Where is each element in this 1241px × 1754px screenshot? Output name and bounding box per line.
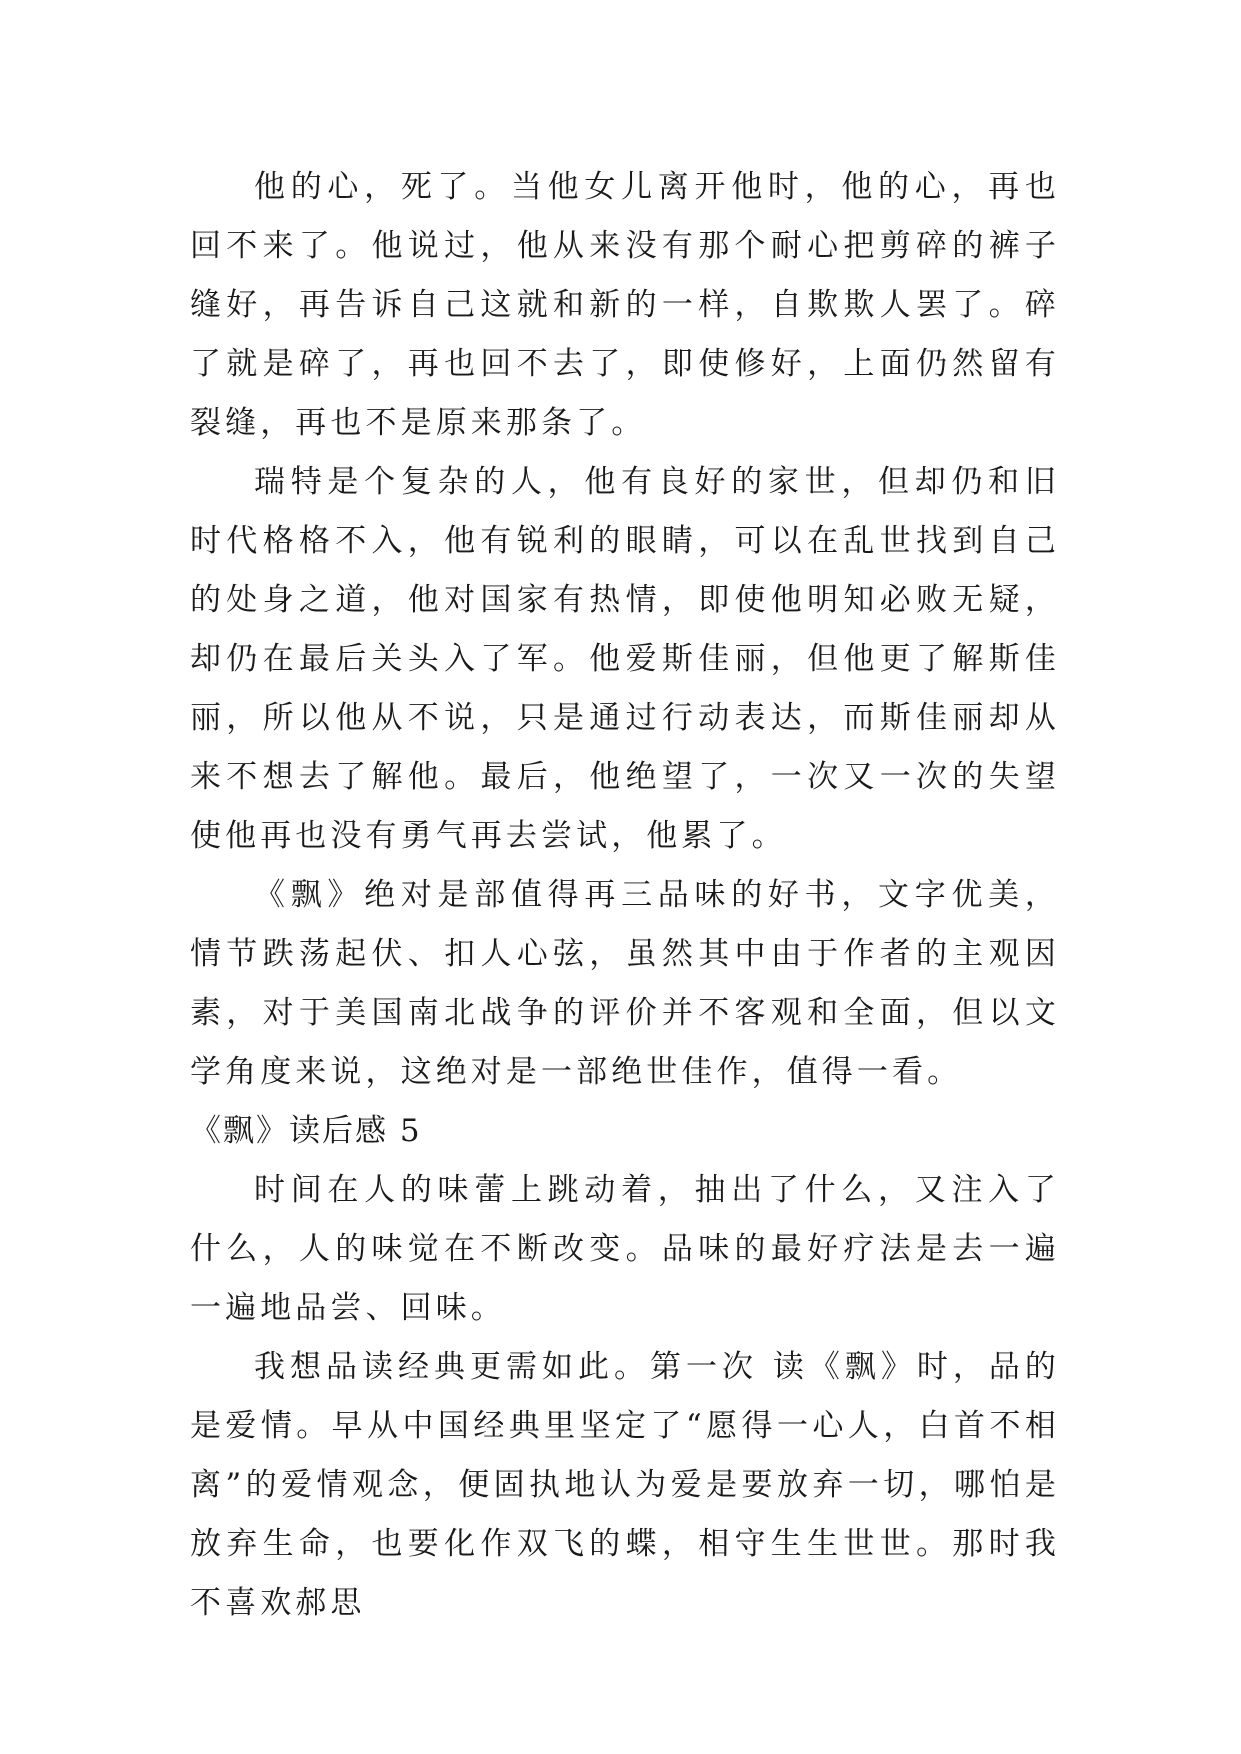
paragraph-taste-of-time: 时间在人的味蕾上跳动着，抽出了什么，又注入了什么，人的味觉在不断改变。品味的最好疗法是去一遍一遍地品尝、回味。 [190,1172,1060,1326]
paragraph-book-evaluation: 《飘》绝对是部值得再三品味的好书，文字优美，情节跌荡起伏、扣人心弦，虽然其中由于作者的主观因素，对于美国南北战争的评价并不客观和全面，但以文学角度来说，这绝对是一部绝世佳作，值得一看。 [190,877,1060,1090]
paragraph-gerald-heart: 他的心，死了。当他女儿离开他时，他的心，再也回不来了。他说过，他从来没有那个耐心把剪碎的裤子缝好，再告诉自己这就和新的一样，自欺欺人罢了。碎了就是碎了，再也回不去了，即使修好，上面仍然留有裂缝，再也不是原来那条了。 [190,169,1060,441]
paragraph-first-reading: 我想品读经典更需如此。第一次 读《飘》时，品的是爱情。早从中国经典里坚定了“愿得一心人，白首不相离”的爱情观念，便固执地认为爱是要放弃一切，哪怕是放弃生命，也要化作双飞的蝶，相守生生世世。那时我不喜欢郝思 [190,1349,1060,1621]
document-body [190,158,1060,1633]
section-heading: 《飘》读后感 5 [190,1113,422,1149]
paragraph-rhett-character: 瑞特是个复杂的人，他有良好的家世，但却仍和旧时代格格不入，他有锐利的眼睛，可以在乱世找到自己的处身之道，他对国家有热情，即使他明知必败无疑，却仍在最后关头入了军。他爱斯佳丽，但他更了解斯佳丽，所以他从不说，只是通过行动表达，而斯佳丽却从来不想去了解他。最后，他绝望了，一次又一次的失望使他再也没有勇气再去尝试，他累了。 [190,464,1060,854]
